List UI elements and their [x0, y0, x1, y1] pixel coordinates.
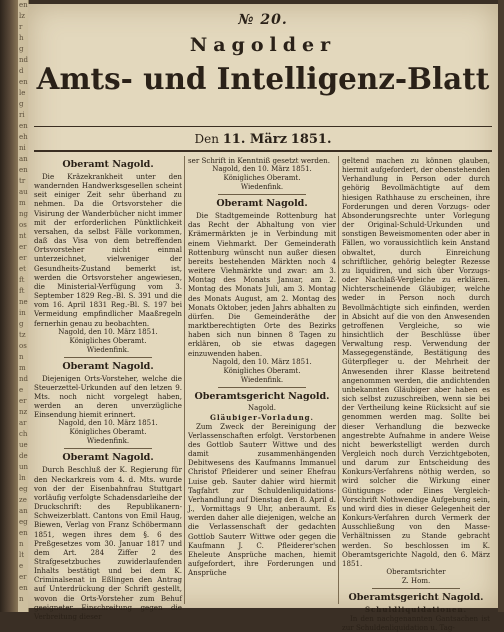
notice-office: Königliches Oberamt.: [223, 174, 301, 183]
sliver-fragment: en: [19, 584, 28, 592]
notice-date: Nagold, den 10. März 1851.: [58, 419, 158, 428]
sliver-fragment: en: [19, 529, 28, 537]
notice-subheading: Schuldliquidationen.: [364, 605, 468, 615]
separator: [218, 387, 306, 388]
book-binding: [0, 0, 18, 612]
notice-text: Die Kräzekrankheit unter den wandernden Handwerksgesellen scheint seit einiger Zeit sehr überhand zu nehmen. Da die Ortsvorsteher die Visirung der Wanderbücher nicht immer mit der erforderlichen Pünktlichkeit versahen, da selbst Fälle vorkommen, daß das Visa von dem betreffenden Ortsvorsteher nicht einmal unterzeichnet, vielweniger der Gesundheits-Zustand bemerkt ist, werden die Ortsvorsteher angewiesen, die Ministerial-Verfügung vom 3. September 1829 Reg.-Bl. S. 391 und die vom 16. April 1831 Reg.-Bl. S. 197 bei Vermeidung empfindlicher Maaßregeln fernerhin genau zu beobachten.: [34, 172, 182, 328]
right-page-edge: [498, 0, 504, 612]
notice-date: Nagold, den 10. März 1851.: [212, 165, 312, 174]
sliver-fragment: ft: [19, 276, 25, 284]
notice-text: ser Schrift in Kenntniß gesetzt werden.: [188, 156, 330, 165]
sliver-fragment: n: [19, 540, 24, 548]
notice-date: Nagold, den 10. März 1851.: [212, 357, 312, 366]
date-year: 1851.: [290, 132, 332, 147]
sliver-fragment: ft: [19, 287, 25, 295]
sliver-fragment: g: [19, 100, 24, 108]
column-divider-2: [338, 156, 339, 604]
sliver-fragment: n: [19, 353, 24, 361]
sliver-fragment: nd: [19, 375, 28, 383]
notice-heading: Oberamt Nagold.: [62, 159, 154, 170]
sliver-fragment: nz: [19, 408, 28, 416]
sliver-fragment: le: [19, 89, 26, 97]
sliver-fragment: lt: [19, 551, 25, 559]
sliver-fragment: eh: [19, 133, 28, 141]
notice-text: geltend machen zu können glauben, hiermit aufgefordert, der obenstehenden Verhandlung in Person oder durch gehörig Bevollmächtigte auf dem hiesigen Rathhause zu erscheinen, ihre Forderungen und deren Vorzugs- oder Absonderungsrechte unter Vorlegung der Original-Schuld-Urkunden und sonstigen Beweismomenten oder aber in Fällen, wo voraussichtlich kein Anstand obwaltet, durch Einreichung schriftlicher, gehörig belegter Rezesse zu liquidiren, und sich über Vorzugs- oder Nachlaß-Vergleiche zu erklären. Nichterscheinende Gläubiger, welche weder in Person noch durch Bevollmächtigte sich einfinden, werden in Absicht auf die von den Anwesenden getroffenen Vergleiche, so wie hinsichtlich der Beschlüsse über Verwaltung resp. Verwendung der Massegegenstände, Bestätigung des Güterpfleger u. der Mehrheit der Anwesenden ihrer Klasse beitretend angenommen werden, die andichtenden unbekannten Gläubiger aber haben es sich selbst zuzuschreiben, wenn sie bei der Vertheilung keine Rücksicht auf sie genommen werden mag. Sollte bei dieser Verhandlung die bezwecke angestrebte Aufnahme in andere Weise nicht bewerkstelligt werden durch Vergleich noch durch Verzichtgeboten, und darum zur Entscheidung des Konkurs-Verfahrens nöthig werden, so wird solcher die Wirkung einer Güntigungs- oder Eines Vergleich-Vorschrift Nothwendige Aufgebung sein, und wird dies in dieser Gelegenheit der Konkurs-Verfahren durch Vermerk der Ausschließung von den Masse-Verhältnissen zu Stande gebracht werden. So beschlossen im K. Oberamtsgerichte Nagold, den 6. März 1851.: [342, 156, 490, 568]
sliver-fragment: er: [19, 254, 27, 262]
sliver-fragment: er: [19, 243, 27, 251]
masthead-rule-top: [34, 126, 492, 127]
sliver-fragment: ln: [19, 474, 26, 482]
sliver-fragment: n: [19, 595, 24, 603]
sliver-fragment: r: [19, 23, 23, 31]
sliver-fragment: ne: [19, 298, 28, 306]
notice-signature: Wiedenfink.: [86, 345, 130, 354]
notice-text: In den nachgenannten Gantsachen ist zur Schuldenliquidation u. Tag-: [342, 614, 490, 632]
sliver-fragment: au: [19, 188, 28, 196]
notice-heading: Oberamtsgericht Nagold.: [348, 592, 484, 604]
sliver-fragment: in: [19, 309, 26, 317]
separator: [218, 194, 306, 195]
sliver-fragment: ng: [19, 210, 28, 218]
sliver-fragment: eg: [19, 518, 28, 526]
sliver-fragment: e: [19, 562, 24, 570]
notice-heading: Oberamtsgericht Nagold.: [194, 390, 330, 402]
notice-heading: Oberamt Nagold.: [62, 452, 154, 464]
date-prefix: Den: [194, 132, 219, 146]
sliver-fragment: ue: [19, 441, 28, 449]
notice-office: Königliches Oberamt.: [223, 366, 301, 375]
sliver-fragment: ar: [19, 419, 27, 427]
sliver-fragment: er: [19, 573, 27, 581]
sliver-fragment: tz: [19, 331, 26, 339]
notice-signature: Z. Hom.: [401, 577, 431, 586]
issue-number: № 20.: [238, 12, 288, 28]
notice-heading: Oberamt Nagold.: [216, 198, 308, 210]
dateline: [28, 132, 498, 147]
masthead-rule-bottom: [34, 150, 492, 152]
sliver-fragment: e: [19, 386, 24, 394]
notice-signature: Wiedenfink.: [240, 183, 284, 192]
notice-text: Diejenigen Orts-Vorsteher, welche die Steuerzettel-Urkunden auf den letzen 9. Mts. noch nicht vorgelegt haben, werden an deren unverzügliche Einsendung hiemit erinnert.: [34, 373, 182, 420]
sliver-fragment: d: [19, 67, 24, 75]
sliver-fragment: ni: [19, 144, 26, 152]
notice-subheading: Nagold.: [248, 403, 276, 412]
masthead-town: Nagolder: [189, 34, 337, 56]
sliver-fragment: un: [19, 463, 29, 471]
column-2: [188, 156, 336, 604]
separator: [64, 448, 152, 449]
sliver-fragment: g: [19, 320, 24, 328]
notice-office: Königliches Oberamt.: [69, 336, 147, 345]
sliver-fragment: tr: [19, 177, 26, 185]
sliver-fragment: ch: [19, 430, 28, 438]
sliver-fragment: g: [19, 45, 24, 53]
sliver-fragment: en: [19, 166, 28, 174]
masthead-title: Amts- und Intelligenz-Blatt: [36, 62, 490, 97]
notice-text: Die Stadtgemeinde Rottenburg hat das Recht der Abhaltung von vier Krämermärkten je in Verbindung mit einem Viehmarkt. Der Gemeinderath Rottenburg wünscht nun außer diesen bereits bestehenden Märkten noch 4 weitere Viehmärkte und zwar: am 3. Montag des Monats Januar, am 2. Montag des Monats Juli, am 3. Montag des Monats August, am 2. Montag des Monats Oktober, jeden Jahrs abhalten zu dürfen. Die Gemeinderäthe der marktberechtigten Orte des Bezirks haben sich nun binnen 8 Tagen zu erklären, ob sie etwas dagegen einzuwenden haben.: [188, 211, 336, 358]
sliver-fragment: m: [19, 199, 26, 207]
sliver-fragment: lz: [19, 12, 25, 20]
sliver-fragment: nt: [19, 232, 27, 240]
sliver-fragment: os: [19, 221, 27, 229]
column-3: [342, 156, 490, 632]
sliver-fragment: nd: [19, 56, 28, 64]
sliver-fragment: h: [19, 34, 24, 42]
notice-text: Durch Beschluß der K. Regierung für den Neckarkreis vom 4. d. Mts. wurde von der der Eisenbahnfrau Stuttgart vorläufig verfolgte Schadensdarleihe der Druckschrift: des Republikanern-Schweizerblatt. Cantons von Emil Haug, Biewen, Verlag von Franz Schöbermann 1851, wegen ihres dem §. 6 des Preßgesetzes vom 30. Januar 1817 und dem Art. 284 Ziffer 2 des Strafgesetzbuches zuwiderlaufenden Inhalts bestätigt und bei dem K. Criminalsenat in Eßlingen den Antrag auf Unterdrückung der Schrift gestellt, wovon die Orts-Vorsteher zum Behuf geeigneter Einschreitung gegen die Verbreitung dieser: [34, 465, 182, 621]
notice-signature: Wiedenfink.: [86, 437, 130, 446]
sliver-fragment: ri: [19, 111, 25, 119]
column-divider-1: [184, 156, 185, 604]
sliver-fragment: eg: [19, 485, 28, 493]
notice-office: Königliches Oberamt.: [69, 428, 147, 437]
sliver-fragment: m: [19, 364, 26, 372]
sliver-fragment: de: [19, 452, 28, 460]
date-day-month: 11. März: [222, 132, 287, 147]
separator: [64, 357, 152, 358]
notice-text: Zum Zweck der Bereinigung der Verlassenschaften erfolgt. Verstorbenen des Gottlob Sauterr Wittwe und des damit zusammenhängenden Debitwesens des Kaufmanns Immanuel Christof Pfleiderer und seiner Ehefrau Luise geb. Sauter dahier wird hiermit Tagfahrt zur Schuldenliquidations-Verhandlung auf Dienstag den 8. April d. J., Vormittags 9 Uhr, anberaumt. Es werden daher alle diejenigen, welche an die Verlassenschaft der gedachten Gottlob Sauterr Wittwe oder gegen die Kaufmann J. C. Pfleiderer'schen Eheleute Ansprüche machen, hiemit aufgefordert, ihre Forderungen und Ansprüche: [188, 421, 336, 578]
sliver-fragment: os: [19, 342, 27, 350]
sliver-fragment: an: [19, 155, 28, 163]
sliver-fragment: et: [19, 265, 26, 273]
notice-heading: Oberamt Nagold.: [62, 360, 154, 372]
sliver-fragment: en: [19, 122, 28, 130]
column-1: [34, 156, 182, 621]
sliver-fragment: er: [19, 397, 27, 405]
sliver-fragment: en: [19, 78, 28, 86]
separator: [372, 588, 460, 589]
sliver-fragment: an: [19, 507, 28, 515]
sliver-fragment: en: [19, 1, 28, 9]
notice-signature: Wiedenfink.: [240, 375, 284, 384]
notice-date: Nagold, den 10. März 1851.: [58, 327, 158, 336]
newspaper-page: [28, 4, 498, 632]
notice-office: Oberamtsrichter: [386, 568, 446, 577]
sliver-fragment: ze: [19, 496, 27, 504]
notice-subheading: Gläubiger-Vorladung.: [210, 412, 314, 422]
